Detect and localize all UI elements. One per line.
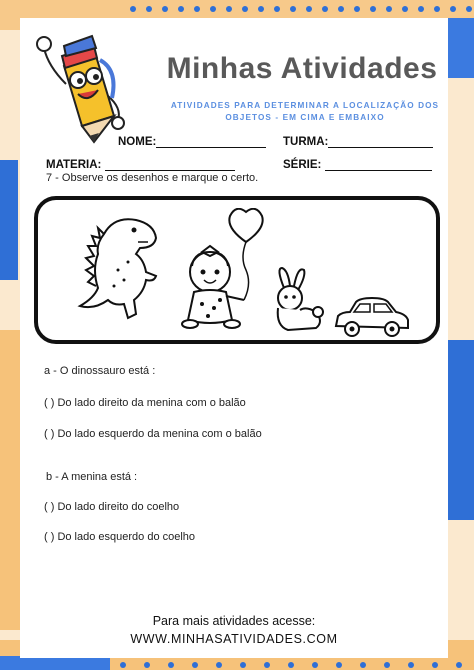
decorative-dot: [144, 662, 150, 668]
decorative-dot: [168, 662, 174, 668]
decorative-dot: [226, 6, 232, 12]
part-b-option-1[interactable]: ( ) Do lado direito do coelho: [44, 501, 180, 513]
part-a-prompt: a - O dinossauro está :: [44, 365, 156, 377]
car-icon: [332, 296, 412, 340]
part-a-option-2[interactable]: ( ) Do lado esquerdo da menina com o balão: [44, 428, 262, 440]
decorative-dot: [466, 6, 472, 12]
decorative-dot: [178, 6, 184, 12]
decorative-dot: [370, 6, 376, 12]
materia-line[interactable]: [105, 159, 235, 171]
illustration-box: [34, 196, 440, 344]
decorative-dot: [360, 662, 366, 668]
turma-line[interactable]: [328, 136, 433, 148]
decorative-dot: [274, 6, 280, 12]
decorative-dot: [312, 662, 318, 668]
brand-subtitle: [160, 100, 450, 124]
decorative-dot: [264, 662, 270, 668]
footer-text: Para mais atividades acesse:: [152, 614, 316, 628]
background-blue-band-right: [448, 340, 474, 520]
background-orange-band-left: [0, 330, 20, 630]
brand-title: Minhas Atividades: [166, 52, 438, 85]
decorative-dot: [242, 6, 248, 12]
decorative-dot: [210, 6, 216, 12]
nome-label: NOME:: [118, 136, 157, 148]
dinosaur-icon: [74, 214, 162, 324]
turma-field[interactable]: [283, 136, 433, 148]
part-b-option-2[interactable]: ( ) Do lado esquerdo do coelho: [44, 531, 196, 543]
materia-label: MATERIA:: [46, 159, 102, 171]
nome-field[interactable]: [118, 136, 266, 148]
decorative-dot: [258, 6, 264, 12]
decorative-dot: [306, 6, 312, 12]
decorative-dot: [354, 6, 360, 12]
decorative-dot: [450, 6, 456, 12]
decorative-dot: [418, 6, 424, 12]
decorative-dot: [386, 6, 392, 12]
decorative-dot: [336, 662, 342, 668]
part-b-prompt: b - A menina está :: [46, 471, 138, 483]
materia-field[interactable]: [46, 159, 235, 171]
decorative-dot: [288, 662, 294, 668]
decorative-dot: [434, 6, 440, 12]
serie-line[interactable]: [325, 159, 432, 171]
serie-label: SÉRIE:: [283, 159, 322, 171]
decorative-dot: [146, 6, 152, 12]
decorative-dot: [402, 6, 408, 12]
turma-label: TURMA:: [283, 136, 329, 148]
decorative-dot: [408, 662, 414, 668]
subtitle-line-1: ATIVIDADES PARA DETERMINAR A LOCALIZAÇÃO DOS: [170, 101, 440, 110]
decorative-dot: [290, 6, 296, 12]
worksheet: [20, 18, 448, 658]
nome-line[interactable]: [156, 136, 266, 148]
rabbit-icon: [266, 266, 330, 336]
background-blue-band-left: [0, 160, 18, 280]
subtitle-line-2: OBJETOS - EM CIMA E EMBAIXO: [225, 113, 385, 122]
footer-website-link[interactable]: WWW.MINHASATIVIDADES.COM: [130, 632, 338, 646]
decorative-dot: [120, 662, 126, 668]
decorative-dot: [384, 662, 390, 668]
decorative-dot: [130, 6, 136, 12]
decorative-dot: [322, 6, 328, 12]
serie-field[interactable]: [283, 159, 432, 171]
decorative-dot: [194, 6, 200, 12]
background-blue-band-right-top: [444, 18, 474, 78]
decorative-dot: [338, 6, 344, 12]
decorative-dot: [432, 662, 438, 668]
decorative-dot: [216, 662, 222, 668]
part-a-option-1[interactable]: ( ) Do lado direito da menina com o balão: [44, 397, 246, 409]
question-instruction: 7 - Observe os desenhos e marque o certo.: [46, 172, 259, 184]
pencil-mascot-icon: [34, 26, 130, 144]
decorative-dot: [162, 6, 168, 12]
background-blue-band-bottom: [0, 656, 110, 670]
decorative-dot: [192, 662, 198, 668]
decorative-dot: [240, 662, 246, 668]
decorative-dot: [456, 662, 462, 668]
